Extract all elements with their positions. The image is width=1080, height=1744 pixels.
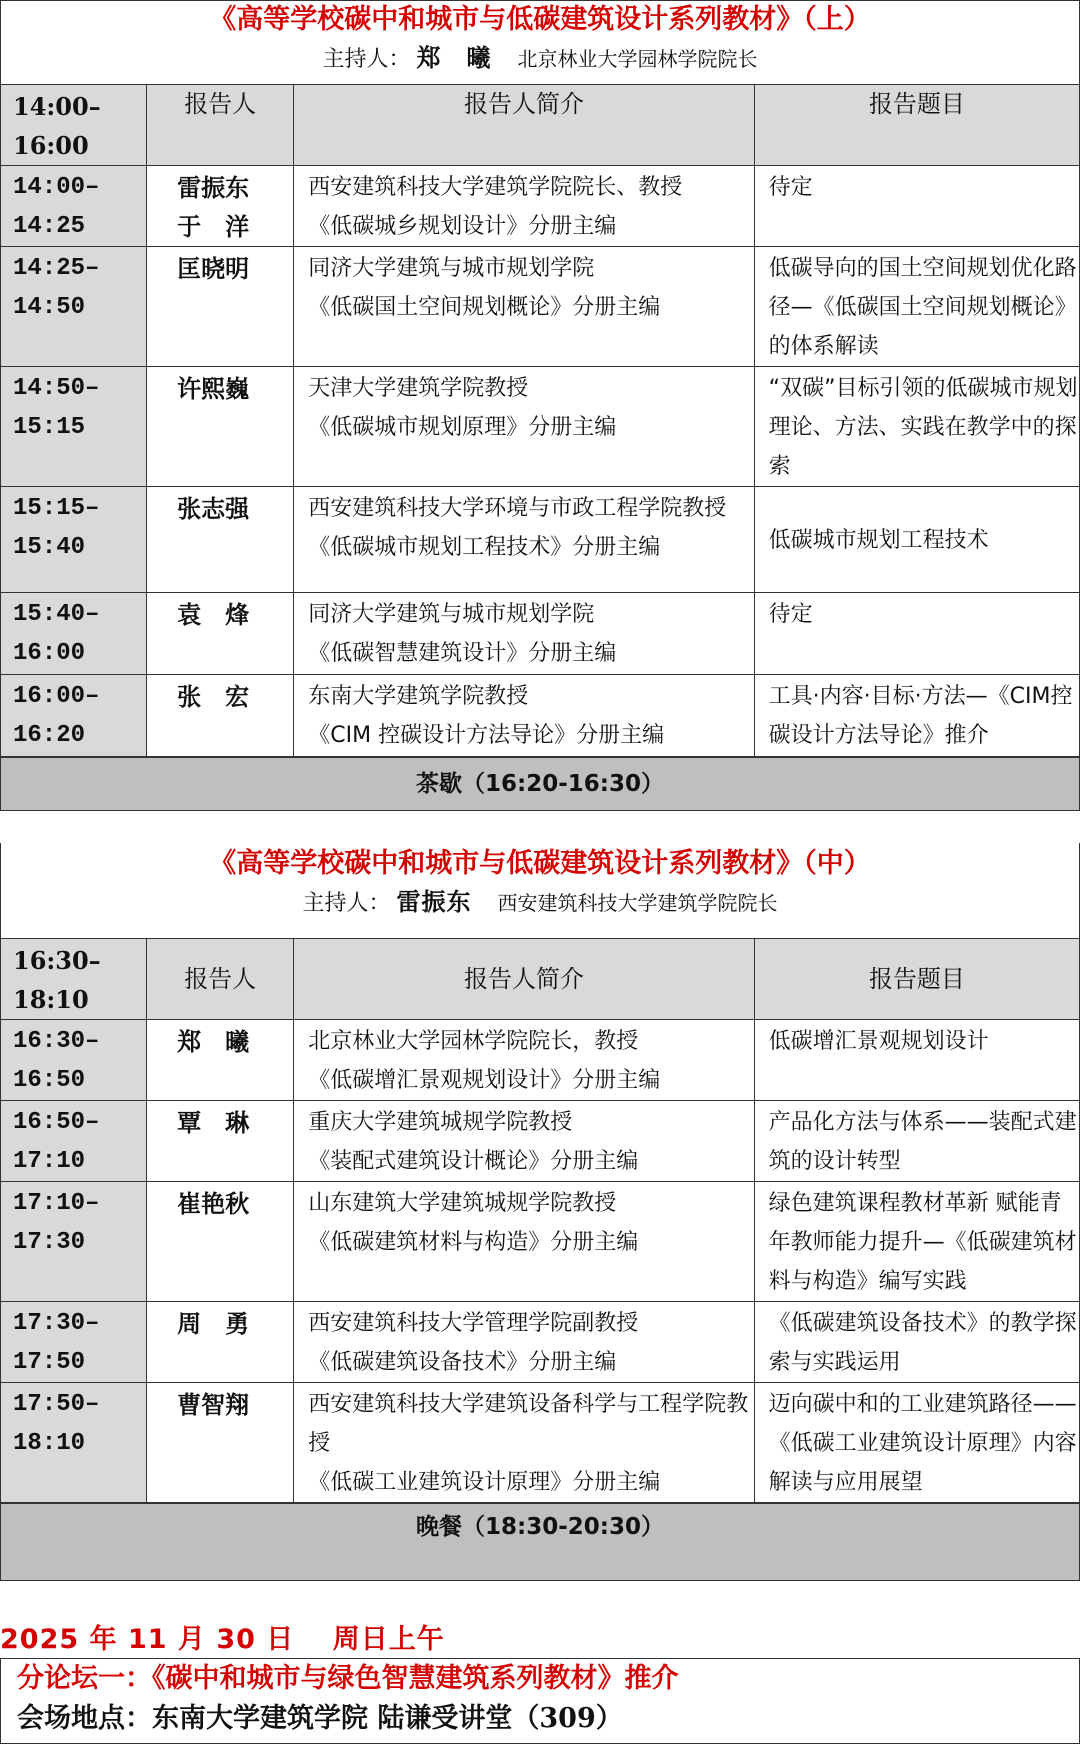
- table-row: [1, 1302, 1080, 1383]
- row-speaker: 匡晓明: [147, 247, 294, 367]
- row-topic: 待定: [754, 593, 1079, 675]
- row-topic: 迈向碳中和的工业建筑路径——《低碳工业建筑设计原理》内容解读与应用展望: [754, 1383, 1079, 1503]
- row-intro: 东南大学建筑学院教授 《CIM 控碳设计方法导论》分册主编: [294, 675, 754, 757]
- row-topic: 产品化方法与体系——装配式建筑的设计转型: [754, 1101, 1079, 1182]
- row-intro: 西安建筑科技大学建筑学院院长、教授 《低碳城乡规划设计》分册主编: [294, 166, 754, 247]
- row-topic: “双碳”目标引领的低碳城市规划理论、方法、实践在教学中的探索: [754, 367, 1079, 487]
- header-time: 14:00– 16:00: [1, 85, 147, 166]
- row-time: 15:15– 15:40: [1, 487, 147, 593]
- table-header-row: [1, 939, 1080, 1020]
- host-role: 西安建筑科技大学建筑学院院长: [497, 891, 778, 915]
- section-2: [0, 843, 1080, 1581]
- row-intro: 山东建筑大学建筑城规学院教授 《低碳建筑材料与构造》分册主编: [294, 1182, 754, 1302]
- table-row: [1, 367, 1080, 487]
- table-row: [1, 1020, 1080, 1101]
- row-time: 14:00– 14:25: [1, 166, 147, 247]
- forum-box: [0, 1658, 1080, 1744]
- row-intro: 重庆大学建筑城规学院教授 《装配式建筑设计概论》分册主编: [294, 1101, 754, 1182]
- section-1-host: [1, 39, 1079, 79]
- header-intro: 报告人简介: [294, 939, 754, 1020]
- row-topic: 低碳城市规划工程技术: [754, 487, 1079, 593]
- row-time: 16:50– 17:10: [1, 1101, 147, 1182]
- table-row: [1, 593, 1080, 675]
- schedule-table-2: [0, 938, 1080, 1503]
- table-row: [1, 247, 1080, 367]
- row-time: 17:10– 17:30: [1, 1182, 147, 1302]
- tea-break-bar: 茶歇（16:20-16:30）: [0, 757, 1080, 811]
- row-time: 17:30– 17:50: [1, 1302, 147, 1383]
- header-topic: 报告题目: [754, 939, 1079, 1020]
- row-speaker: 郑 曦: [147, 1020, 294, 1101]
- row-intro: 同济大学建筑与城市规划学院 《低碳智慧建筑设计》分册主编: [294, 593, 754, 675]
- section-2-title: 《高等学校碳中和城市与低碳建筑设计系列教材》（中）: [209, 848, 871, 879]
- row-intro: 北京林业大学园林学院院长，教授 《低碳增汇景观规划设计》分册主编: [294, 1020, 754, 1101]
- row-speaker: 张志强: [147, 487, 294, 593]
- row-speaker: 曹智翔: [147, 1383, 294, 1503]
- row-speaker: 覃 琳: [147, 1101, 294, 1182]
- table-row: [1, 166, 1080, 247]
- row-speaker: 雷振东 于 洋: [147, 166, 294, 247]
- host-label: 主持人：: [302, 891, 391, 916]
- row-time: 14:50– 15:15: [1, 367, 147, 487]
- forum-title: 分论坛一：《碳中和城市与绿色智慧建筑系列教材》推介: [17, 1663, 679, 1694]
- table-row: [1, 1182, 1080, 1302]
- row-time: 16:00– 16:20: [1, 675, 147, 757]
- row-time: 15:40– 16:00: [1, 593, 147, 675]
- host-name: 郑 曦: [416, 43, 492, 72]
- row-speaker: 许熙巍: [147, 367, 294, 487]
- section-1: [0, 0, 1080, 811]
- row-speaker: 张 宏: [147, 675, 294, 757]
- section-2-host: [1, 883, 1079, 923]
- row-speaker: 崔艳秋: [147, 1182, 294, 1302]
- row-speaker: 周 勇: [147, 1302, 294, 1383]
- schedule-table-1: [0, 84, 1080, 757]
- section-1-title: 《高等学校碳中和城市与低碳建筑设计系列教材》（上）: [209, 4, 871, 35]
- table-row: [1, 675, 1080, 757]
- forum-venue: 会场地点：东南大学建筑学院 陆谦受讲堂（309）: [17, 1703, 623, 1734]
- header-time: 16:30– 18:10: [1, 939, 147, 1020]
- section-1-heading: [0, 0, 1080, 84]
- table-row: [1, 1101, 1080, 1182]
- row-intro: 天津大学建筑学院教授 《低碳城市规划原理》分册主编: [294, 367, 754, 487]
- header-speaker: 报告人: [147, 85, 294, 166]
- row-time: 16:30– 16:50: [1, 1020, 147, 1101]
- header-speaker: 报告人: [147, 939, 294, 1020]
- row-topic: 低碳导向的国土空间规划优化路径—《低碳国土空间规划概论》的体系解读: [754, 247, 1079, 367]
- date-line: 2025 年 11 月 30 日 周日上午: [0, 1624, 445, 1655]
- row-intro: 西安建筑科技大学环境与市政工程学院教授 《低碳城市规划工程技术》分册主编: [294, 487, 754, 593]
- row-time: 17:50– 18:10: [1, 1383, 147, 1503]
- row-intro: 西安建筑科技大学管理学院副教授 《低碳建筑设备技术》分册主编: [294, 1302, 754, 1383]
- table-row: [1, 1383, 1080, 1503]
- row-topic: 低碳增汇景观规划设计: [754, 1020, 1079, 1101]
- header-intro: 报告人简介: [294, 85, 754, 166]
- section-2-heading: [0, 843, 1080, 938]
- row-time: 14:25– 14:50: [1, 247, 147, 367]
- host-name: 雷振东: [396, 887, 472, 916]
- table-row: [1, 487, 1080, 593]
- header-topic: 报告题目: [754, 85, 1079, 166]
- row-intro: 同济大学建筑与城市规划学院 《低碳国土空间规划概论》分册主编: [294, 247, 754, 367]
- dinner-bar: 晚餐（18:30-20:30）: [0, 1503, 1080, 1581]
- row-topic: 《低碳建筑设备技术》的教学探索与实践运用: [754, 1302, 1079, 1383]
- host-label: 主持人：: [322, 47, 411, 72]
- row-intro: 西安建筑科技大学建筑设备科学与工程学院教授 《低碳工业建筑设计原理》分册主编: [294, 1383, 754, 1503]
- row-topic: 待定: [754, 166, 1079, 247]
- row-topic: 工具·内容·目标·方法—《CIM控碳设计方法导论》推介: [754, 675, 1079, 757]
- row-topic: 绿色建筑课程教材革新 赋能青年教师能力提升—《低碳建筑材料与构造》编写实践: [754, 1182, 1079, 1302]
- table-header-row: [1, 85, 1080, 166]
- row-speaker: 袁 烽: [147, 593, 294, 675]
- host-role: 北京林业大学园林学院院长: [517, 47, 758, 71]
